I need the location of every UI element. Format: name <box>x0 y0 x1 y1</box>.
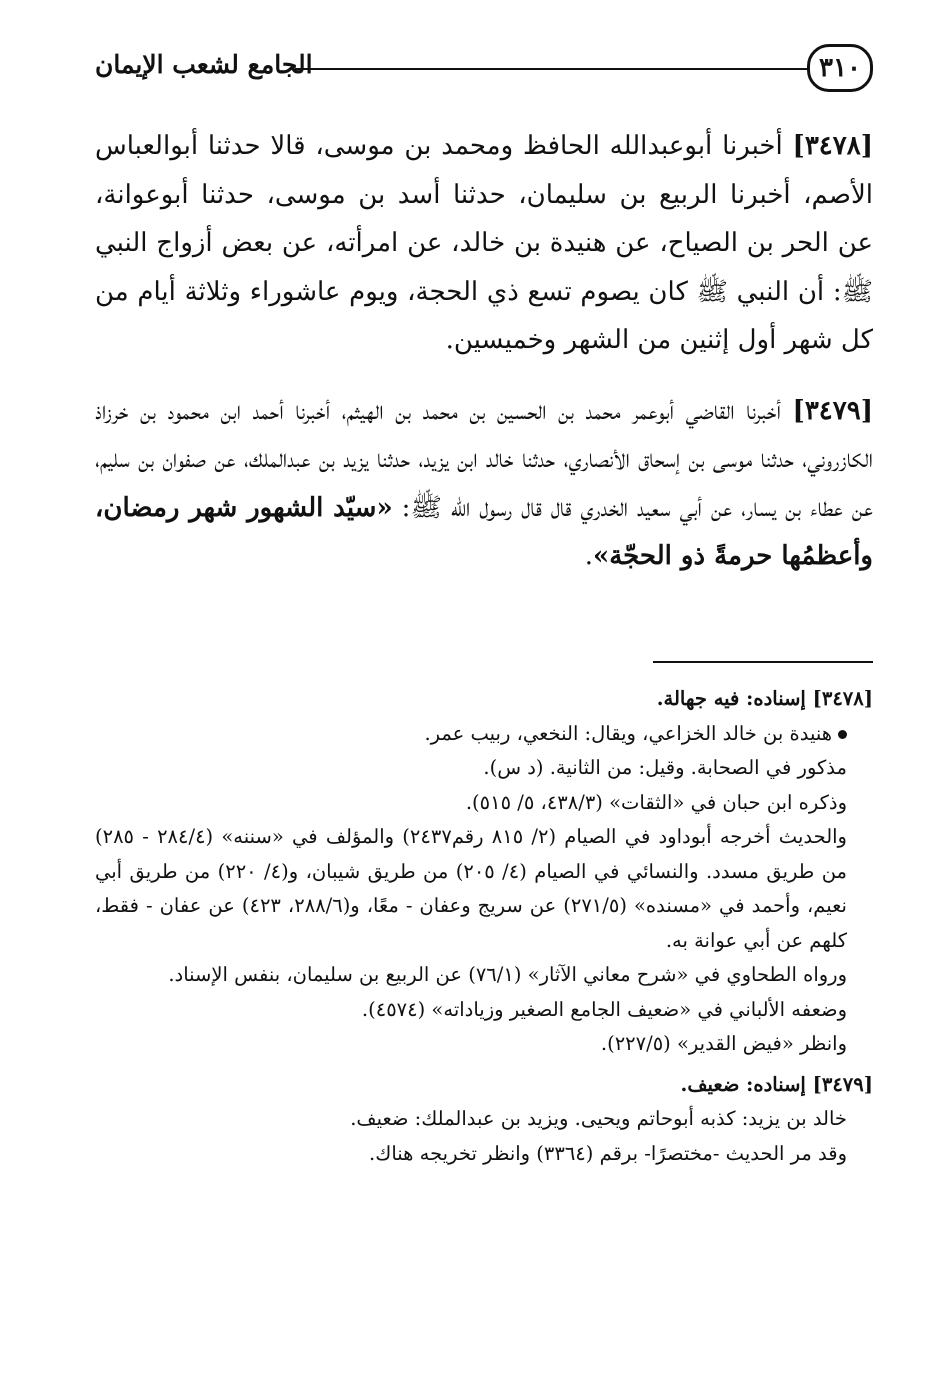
page-number-text: ٣١٠ <box>819 53 861 83</box>
page-header <box>95 44 873 98</box>
footnote-heading: [٣٤٧٩] إسناده: ضعيف. <box>680 1072 873 1096</box>
hadith-tail: . <box>584 541 593 571</box>
footnote-line: والحديث أخرجه أبوداود في الصيام (٢/ ٨١٥ رقم٢٤٣٧) والمؤلف في «سننه» (٢٨٤/٤ - ٢٨٥) من طريق مسدد. والنسائي في الصيام (٤/ ٢٠٥) من طريق شيبان، و(٤/ ٢٢٠) من طريق أبي نعيم، وأحمد في «مسنده» (٢٧١/٥) عن سريج وعفان - معًا، و(٢٨٨/٦، ٤٢٣) عن عفان - فقط، كلهم عن أبي عوانة به. <box>95 825 847 952</box>
footnote-line: وذكره ابن حبان في «الثقات» (٤٣٨/٣، ٥/ ٥١٥). <box>465 790 847 814</box>
footnote-line: ورواه الطحاوي في «شرح معاني الآثار» (٧٦/١) عن الربيع بن سليمان، بنفس الإسناد. <box>168 963 847 986</box>
footnote-heading: [٣٤٧٨] إسناده: فيه جهالة. <box>656 687 873 710</box>
footnote-line: وقد مر الحديث -مختصرًا- برقم (٣٣٦٤) وانظر تخريجه هناك. <box>369 1141 847 1165</box>
footnote-line: خالد بن يزيد: كذبه أبوحاتم ويحيى. ويزيد بن عبدالملك: ضعيف. <box>350 1107 847 1130</box>
hadith-3479 <box>95 387 873 581</box>
footnote-3478 <box>95 682 873 1062</box>
footnote-line <box>95 717 873 752</box>
footnote-3479 <box>95 1068 873 1172</box>
footnotes <box>95 682 873 1177</box>
hadith-quote: «سيّد الشهور شهر رمضان، وأعظمُها حرمةً ذو الحجّة» <box>95 492 873 571</box>
hadith-number: [٣٤٧٩] <box>792 395 873 426</box>
header-rule <box>295 68 807 70</box>
footnote-line: مذكور في الصحابة. وقيل: من الثانية. (د س). <box>483 756 847 779</box>
footnote-line: وانظر «فيض القدير» (٢٢٧/٥). <box>600 1032 847 1055</box>
bullet-icon <box>838 730 847 739</box>
footnote-line-text: هنيدة بن خالد الخزاعي، ويقال: النخعي، ربيب عمر. <box>424 721 832 745</box>
hadith-3478 <box>95 122 873 365</box>
footnote-rule <box>653 661 873 663</box>
hadith-number: [٣٤٧٨] <box>792 131 873 161</box>
page-number <box>807 44 873 92</box>
main-text <box>95 122 873 603</box>
hadith-text: أخبرنا أبوعبدالله الحافظ ومحمد بن موسى، قالا حدثنا أبوالعباس الأصم، أخبرنا الربيع بن سليمان، حدثنا أسد بن موسى، حدثنا أبوعوانة، عن الحر بن الصياح، عن هنيدة بن خالد، عن امرأته، عن بعض أزواج النبي ﷺ: أن النبي ﷺ كان يصوم تسع ذي الحجة، ويوم عاشوراء وثلاثة أيام من كل شهر أول إثنين من الشهر وخميسين. <box>95 131 873 355</box>
book-title: الجامع لشعب الإيمان <box>95 50 313 79</box>
footnote-line: وضعفه الألباني في «ضعيف الجامع الصغير وزياداته» (٤٥٧٤). <box>361 997 847 1021</box>
hadith-text: أخبرنا القاضي أبوعمر محمد بن الحسين بن محمد بن الهيثم، أخبرنا أحمد ابن محمود بن خرزاذ الكازروني، حدثنا موسى بن إسحاق الأنصاري، حدثنا خالد ابن يزيد، حدثنا يزيد بن عبدالملك، عن صفوان بن سليم، عن عطاء بن يسار، عن أبي سعيد الخدري قال قال رسول الله ﷺ: <box>95 395 873 523</box>
